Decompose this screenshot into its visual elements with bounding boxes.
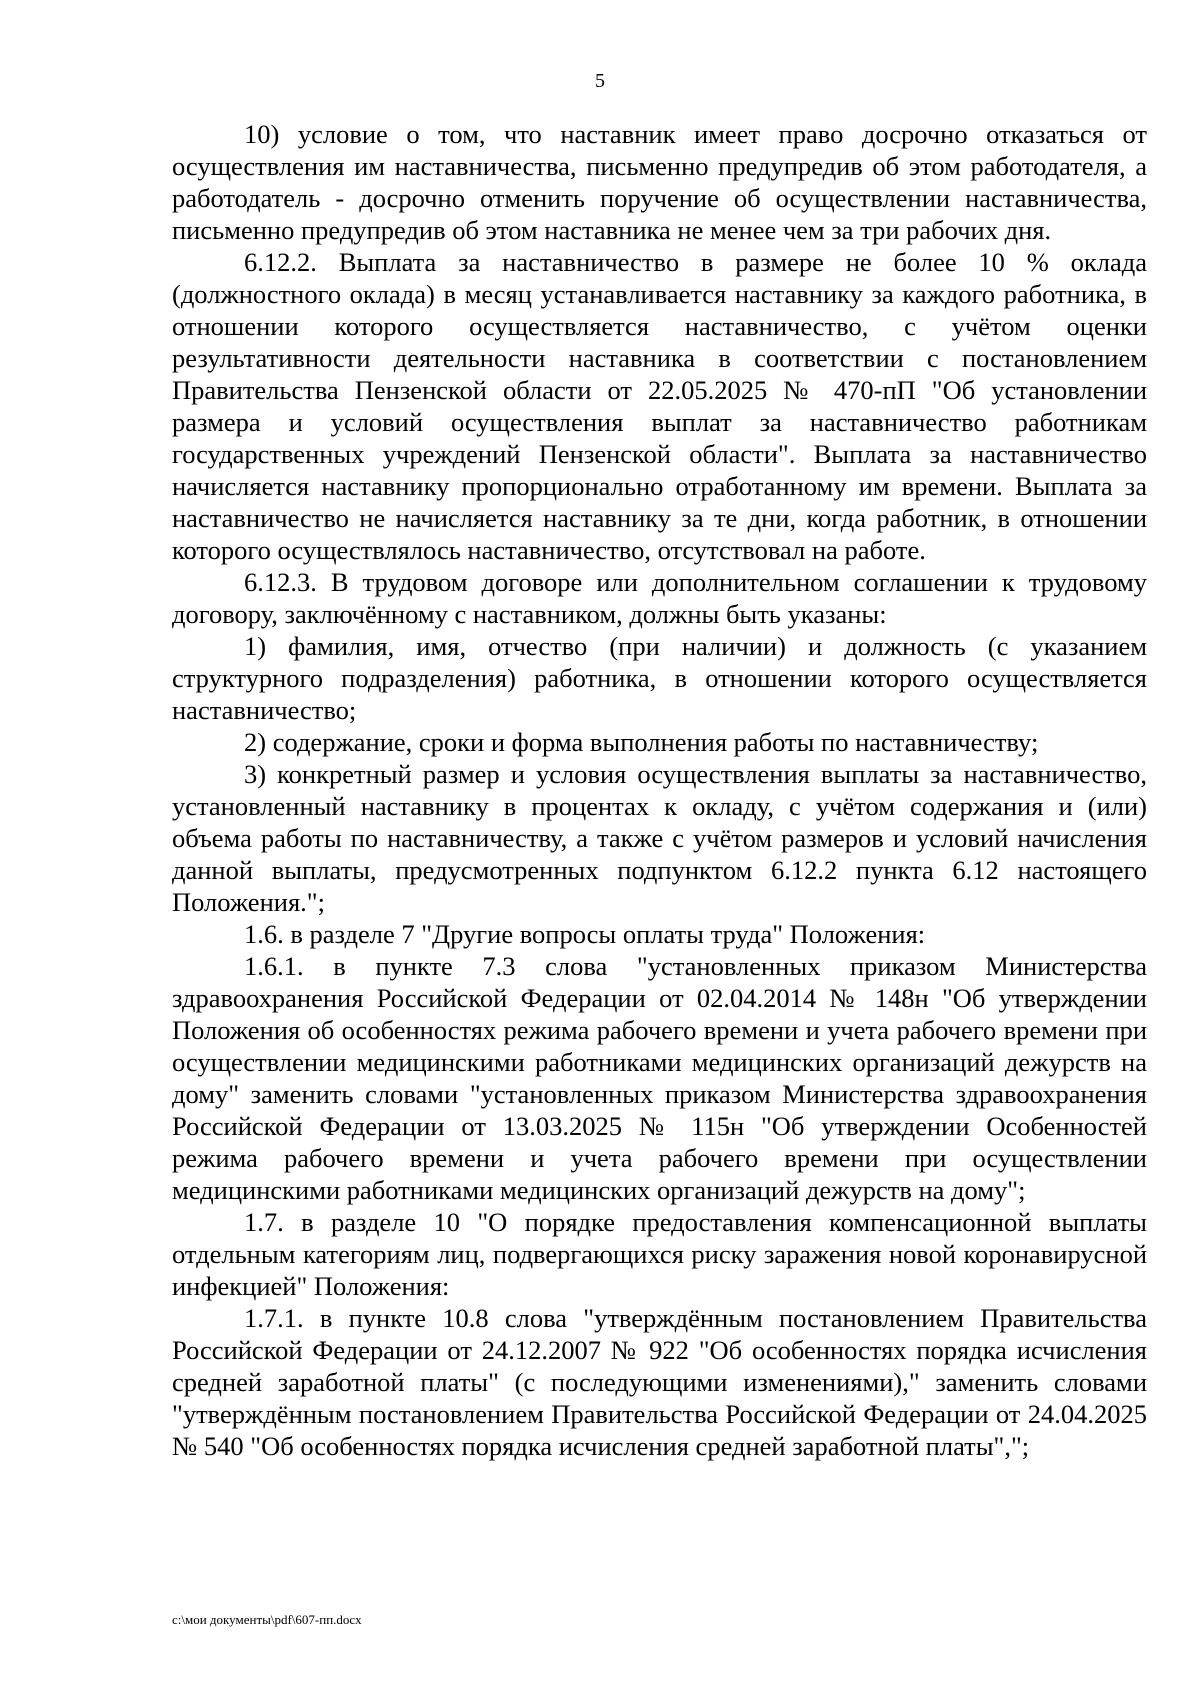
paragraph-1-7: 1.7. в разделе 10 "О порядке предоставления компенсационной выплаты отдельным категориям лиц, подвергающихся риску заражения новой коронавирусной инфекцией" Положения: — [172, 1207, 1147, 1301]
paragraph-6-12-3: 6.12.3. В трудовом договоре или дополнительном соглашении к трудовому договору, заключённому с наставником, должны быть указаны: — [172, 567, 1147, 629]
paragraph-1-6-1: 1.6.1. в пункте 7.3 слова "установленных приказом Министерства здравоохранения Российской Федерации от 02.04.2014 № 148н "Об утверждении Положения об особенностях режима рабочего времени и учета рабочего времени при осуществлении медицинскими работниками медицинских организаций дежурств на дому" заменить словами "установленных приказом Министерства здравоохранения Российской Федерации от 13.03.2025 № 115н "Об утверждении Особенностей режима рабочего времени и учета рабочего времени при осуществлении медицинскими работниками медицинских организаций дежурств на дому"; — [172, 951, 1147, 1205]
paragraph-1-6: 1.6. в разделе 7 "Другие вопросы оплаты труда" Положения: — [244, 919, 926, 949]
page-number: 5 — [595, 70, 605, 92]
paragraph-1-7-1: 1.7.1. в пункте 10.8 слова "утверждённым постановлением Правительства Российской Федерации от 24.12.2007 № 922 "Об особенностях порядка исчисления средней заработной платы" (с последующими изменениями)," заменить словами "утверждённым постановлением Правительства Российской Федерации от 24.04.2025 № 540 "Об особенностях порядка исчисления средней заработной платы","; — [172, 1303, 1147, 1461]
paragraph-subitem-2: 2) содержание, сроки и форма выполнения работы по наставничеству; — [244, 727, 1039, 757]
paragraph-6-12-2: 6.12.2. Выплата за наставничество в размере не более 10 % оклада (должностного оклада) в месяц устанавливается наставнику за каждого работника, в отношении которого осуществляется наставничество, с учётом оценки результативности деятельности наставника в соответствии с постановлением Правительства Пензенской области от 22.05.2025 № 470-пП "Об установлении размера и условий осуществления выплат за наставничество работникам государственных учреждений Пензенской области". Выплата за наставничество начисляется наставнику пропорционально отработанному им времени. Выплата за наставничество не начисляется наставнику за те дни, когда работник, в отношении которого осуществлялось наставничество, отсутствовал на работе. — [172, 247, 1147, 565]
document-body — [172, 118, 1147, 1462]
paragraph-subitem-1: 1) фамилия, имя, отчество (при наличии) и должность (с указанием структурного подразделения) работника, в отношении которого осуществляется наставничество; — [172, 631, 1147, 725]
paragraph-subitem-3: 3) конкретный размер и условия осуществления выплаты за наставничество, установленный наставнику в процентах к окладу, с учётом содержания и (или) объема работы по наставничеству, а также с учётом размеров и условий начисления данной выплаты, предусмотренных подпунктом 6.12.2 пункта 6.12 настоящего Положения."; — [172, 759, 1147, 917]
footer-file-path: c:\мои документы\pdf\607-пп.docx — [172, 1612, 362, 1627]
paragraph-item-10: 10) условие о том, что наставник имеет право досрочно отказаться от осуществления им наставничества, письменно предупредив об этом работодателя, а работодатель - досрочно отменить поручение об осуществлении наставничества, письменно предупредив об этом наставника не менее чем за три рабочих дня. — [172, 119, 1147, 245]
